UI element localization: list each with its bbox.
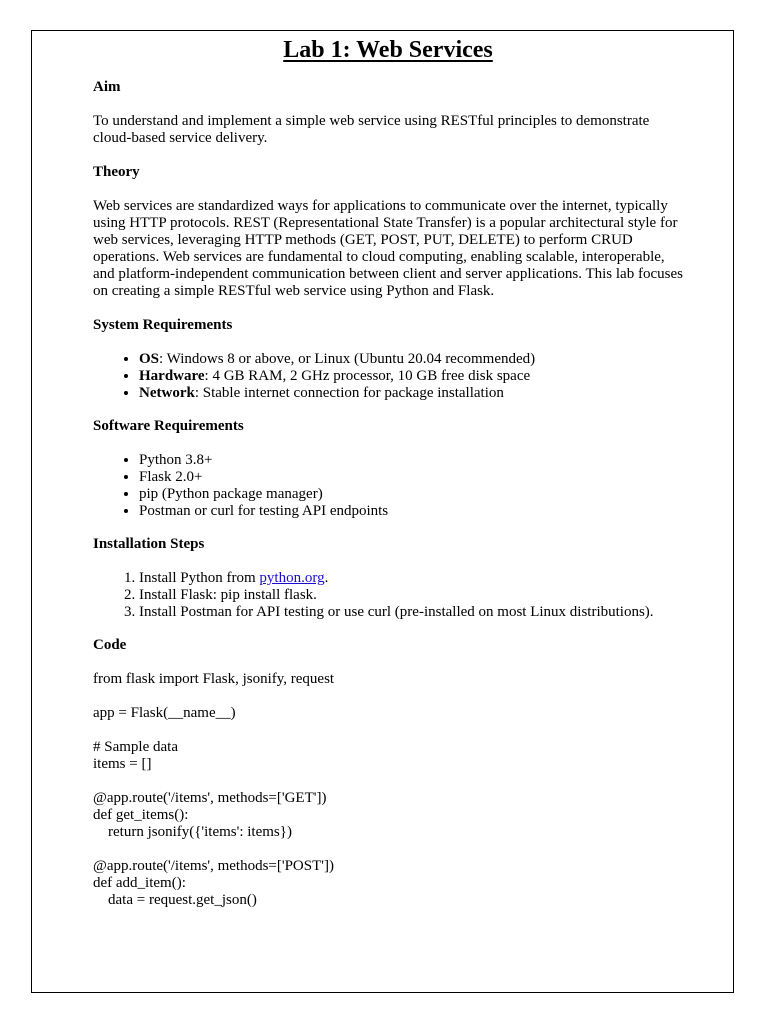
item-text: : Windows 8 or above, or Linux (Ubuntu 20.04 recommended) (159, 351, 536, 367)
code-line (93, 722, 683, 739)
list-item: 3. Install Postman for API testing or use curl (pre-installed on most Linux distributions). (139, 604, 683, 621)
code-line: items = [] (93, 756, 152, 772)
item-text: : Stable internet connection for package installation (194, 385, 504, 401)
item-label: Hardware (139, 368, 205, 384)
list-item: • Flask 2.0+ (139, 469, 683, 486)
system-requirements-list (93, 351, 683, 402)
list-item: • Postman or curl for testing API endpoints (139, 503, 683, 520)
code-line: from flask import Flask, jsonify, request (93, 671, 335, 687)
step-text: . (324, 570, 329, 586)
system-requirements-heading: System Requirements (93, 317, 233, 333)
list-item: 2. Install Flask: pip install flask. (139, 587, 683, 604)
code-line (93, 688, 683, 705)
theory-text: Web services are standardized ways for applications to communicate over the internet, typically using HTTP protocols. REST (Representational State Transfer) is a popular architectural style for web services, leveraging HTTP methods (GET, POST, PUT, DELETE) to perform CRUD operations. Web services are fundamental to cloud computing, enabling scalable, interoperable, and platform-independent communication between client and server applications. This lab focuses on creating a simple RESTful web service using Python and Flask. (93, 198, 683, 299)
item-text: : 4 GB RAM, 2 GHz processor, 10 GB free disk space (204, 368, 531, 384)
code-line (93, 841, 683, 858)
aim-text: To understand and implement a simple web service using RESTful principles to demonstrate cloud-based service delivery. (93, 113, 650, 146)
software-requirements-heading: Software Requirements (93, 418, 244, 434)
python-org-link[interactable]: python.org (259, 570, 325, 586)
list-item (139, 385, 683, 402)
code-heading: Code (93, 637, 127, 653)
installation-steps-list (93, 570, 683, 621)
code-line: @app.route('/items', methods=['POST']) (93, 858, 334, 874)
item-label: OS (139, 351, 160, 367)
code-line: data = request.get_json() (93, 892, 257, 908)
list-item: • pip (Python package manager) (139, 486, 683, 503)
document-body (93, 36, 683, 909)
theory-heading: Theory (93, 164, 140, 180)
list-item (139, 368, 683, 385)
code-line (93, 773, 683, 790)
page-title: Lab 1: Web Services (283, 37, 493, 63)
code-line: @app.route('/items', methods=['GET']) (93, 790, 327, 806)
list-item (139, 570, 683, 587)
installation-steps-heading: Installation Steps (93, 536, 205, 552)
code-line: app = Flask(__name__) (93, 705, 236, 721)
software-requirements-list (93, 452, 683, 520)
code-line: # Sample data (93, 739, 178, 755)
code-block (93, 671, 683, 909)
code-line: return jsonify({'items': items}) (93, 824, 292, 840)
code-line: def add_item(): (93, 875, 186, 891)
code-line: def get_items(): (93, 807, 189, 823)
item-label: Network (139, 385, 195, 401)
list-item (139, 351, 683, 368)
step-text: Install Python from (139, 570, 260, 586)
aim-heading: Aim (93, 79, 121, 95)
list-item: • Python 3.8+ (139, 452, 683, 469)
